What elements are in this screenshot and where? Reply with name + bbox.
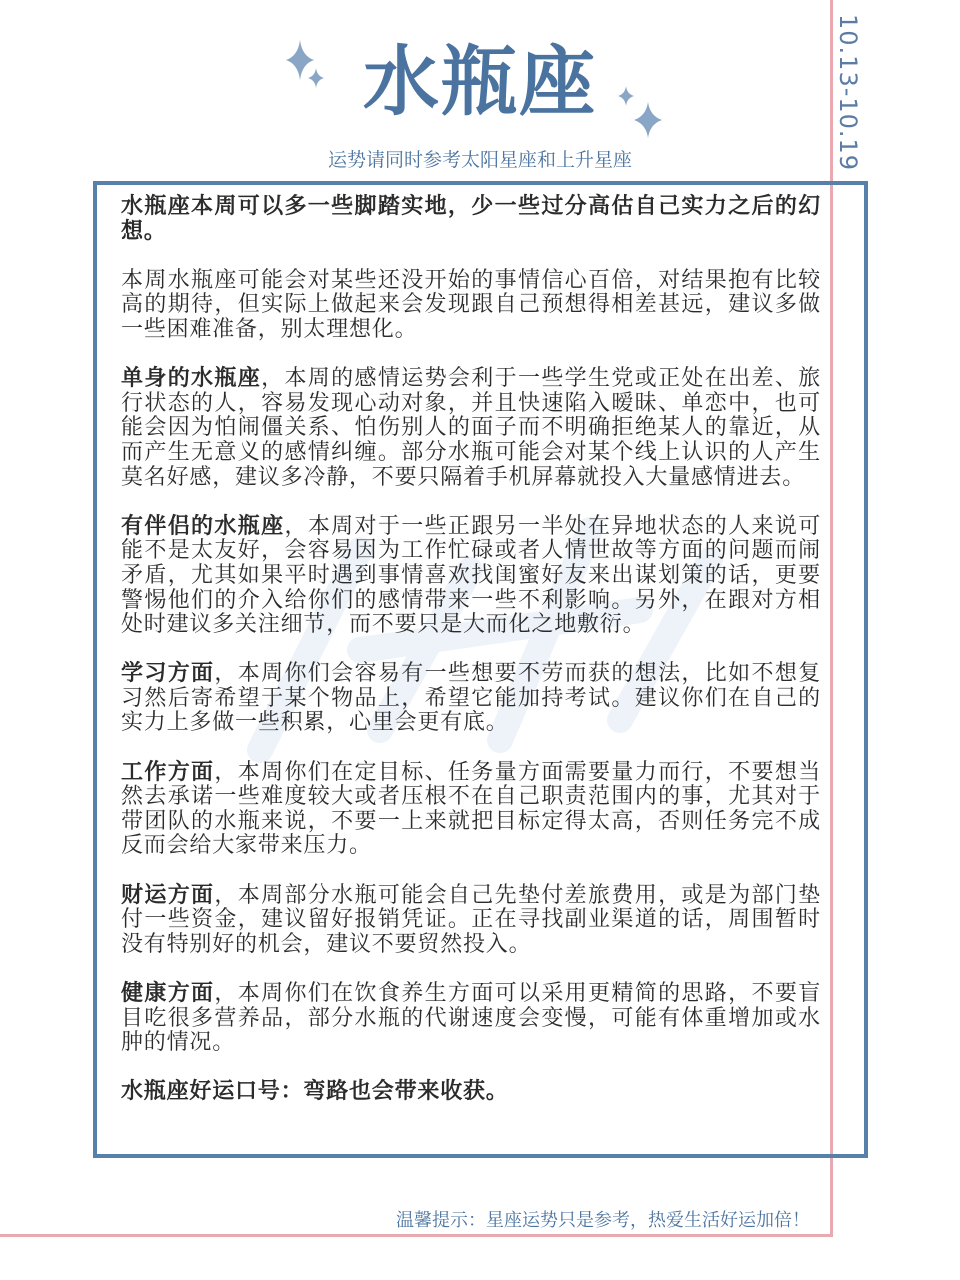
section-label: 单身的水瓶座 — [121, 366, 262, 392]
section-label: 有伴侣的水瓶座 — [121, 513, 285, 539]
section-label: 健康方面 — [121, 981, 215, 1006]
section-label: 工作方面 — [121, 759, 215, 785]
horoscope-content — [121, 195, 821, 1130]
section-text: ，本周的感情运势会利于一些学生党或正处在出差、旅行状态的人，容易发现心动对象，并且快速陷入暧昧、单恋中，也可能会因为怕闹僵关系、怕伤别人的面子而不明确拒绝某人的靠近，从而产生无意义的感情纠缠。部分水瓶可能会对某个线上认识的人产生莫名好感，建议多冷静，不要只隔着手机屏幕就投入大量感情进去。 — [121, 366, 821, 490]
section-text: ，本周你们在定目标、任务量方面需要量力而行，不要想当然去承诺一些难度较大或者压根不在自己职责范围内的事，尤其对于带团队的水瓶来说，不要一上来就把目标定得太高，否则任务完不成反而会给大家带来压力。 — [121, 759, 821, 859]
intro-paragraph: 本周水瓶座可能会对某些还没开始的事情信心百倍，对结果抱有比较高的期待，但实际上做起来会发现跟自己预想得相差甚远，建议多做一些困难准备，别太理想化。 — [121, 267, 821, 342]
section-paragraph — [121, 884, 821, 958]
section-paragraph — [121, 982, 821, 1056]
page-title: 水瓶座 — [363, 37, 597, 126]
section-paragraph — [121, 515, 821, 638]
section-paragraph — [121, 367, 821, 490]
section-label: 财运方面 — [121, 882, 215, 908]
date-range: 10.13-10.19 — [834, 14, 862, 172]
lucky-slogan: 水瓶座好运口号：弯路也会带来收获。 — [121, 1079, 509, 1105]
sparkle-star-icon — [614, 84, 664, 138]
subtitle: 运势请同时参考太阳星座和上升星座 — [327, 149, 632, 171]
pink-horizontal-line — [0, 1234, 833, 1237]
sparkle-star-icon — [284, 38, 326, 90]
section-paragraph — [121, 761, 821, 859]
section-text: ，本周你们会容易有一些想要不劳而获的想法，比如不想复习然后寄希望于某个物品上，希望它能加持考试。建议你们在自己的实力上多做一些积累，心里会更有底。 — [121, 661, 821, 736]
section-text: ，本周你们在饮食养生方面可以采用更精简的思路，不要盲目吃很多营养品，部分水瓶的代谢速度会变慢，可能有体重增加或水肿的情况。 — [121, 981, 821, 1056]
section-text: ，本周部分水瓶可能会自己先垫付差旅费用，或是为部门垫付一些资金，建议留好报销凭证。正在寻找副业渠道的话，周围暂时没有特别好的机会，建议不要贸然投入。 — [121, 882, 821, 957]
section-text: ，本周对于一些正跟另一半处在异地状态的人来说可能不是太友好，会容易因为工作忙碌或者人情世故等方面的问题而闹矛盾，尤其如果平时遇到事情喜欢找闺蜜好友来出谋划策的话，更要警惕他们的介入给你们的感情带来一些不利影响。另外，在跟对方相处时建议多关注细节，而不要只是大而化之地敷衍。 — [121, 513, 821, 638]
footer-tip: 温馨提示：星座运势只是参考，热爱生活好运加倍！ — [396, 1210, 810, 1231]
section-paragraph — [121, 662, 821, 736]
intro-heading: 水瓶座本周可以多一些脚踏实地，少一些过分高估自己实力之后的幻想。 — [121, 194, 821, 244]
section-label: 学习方面 — [121, 661, 215, 687]
